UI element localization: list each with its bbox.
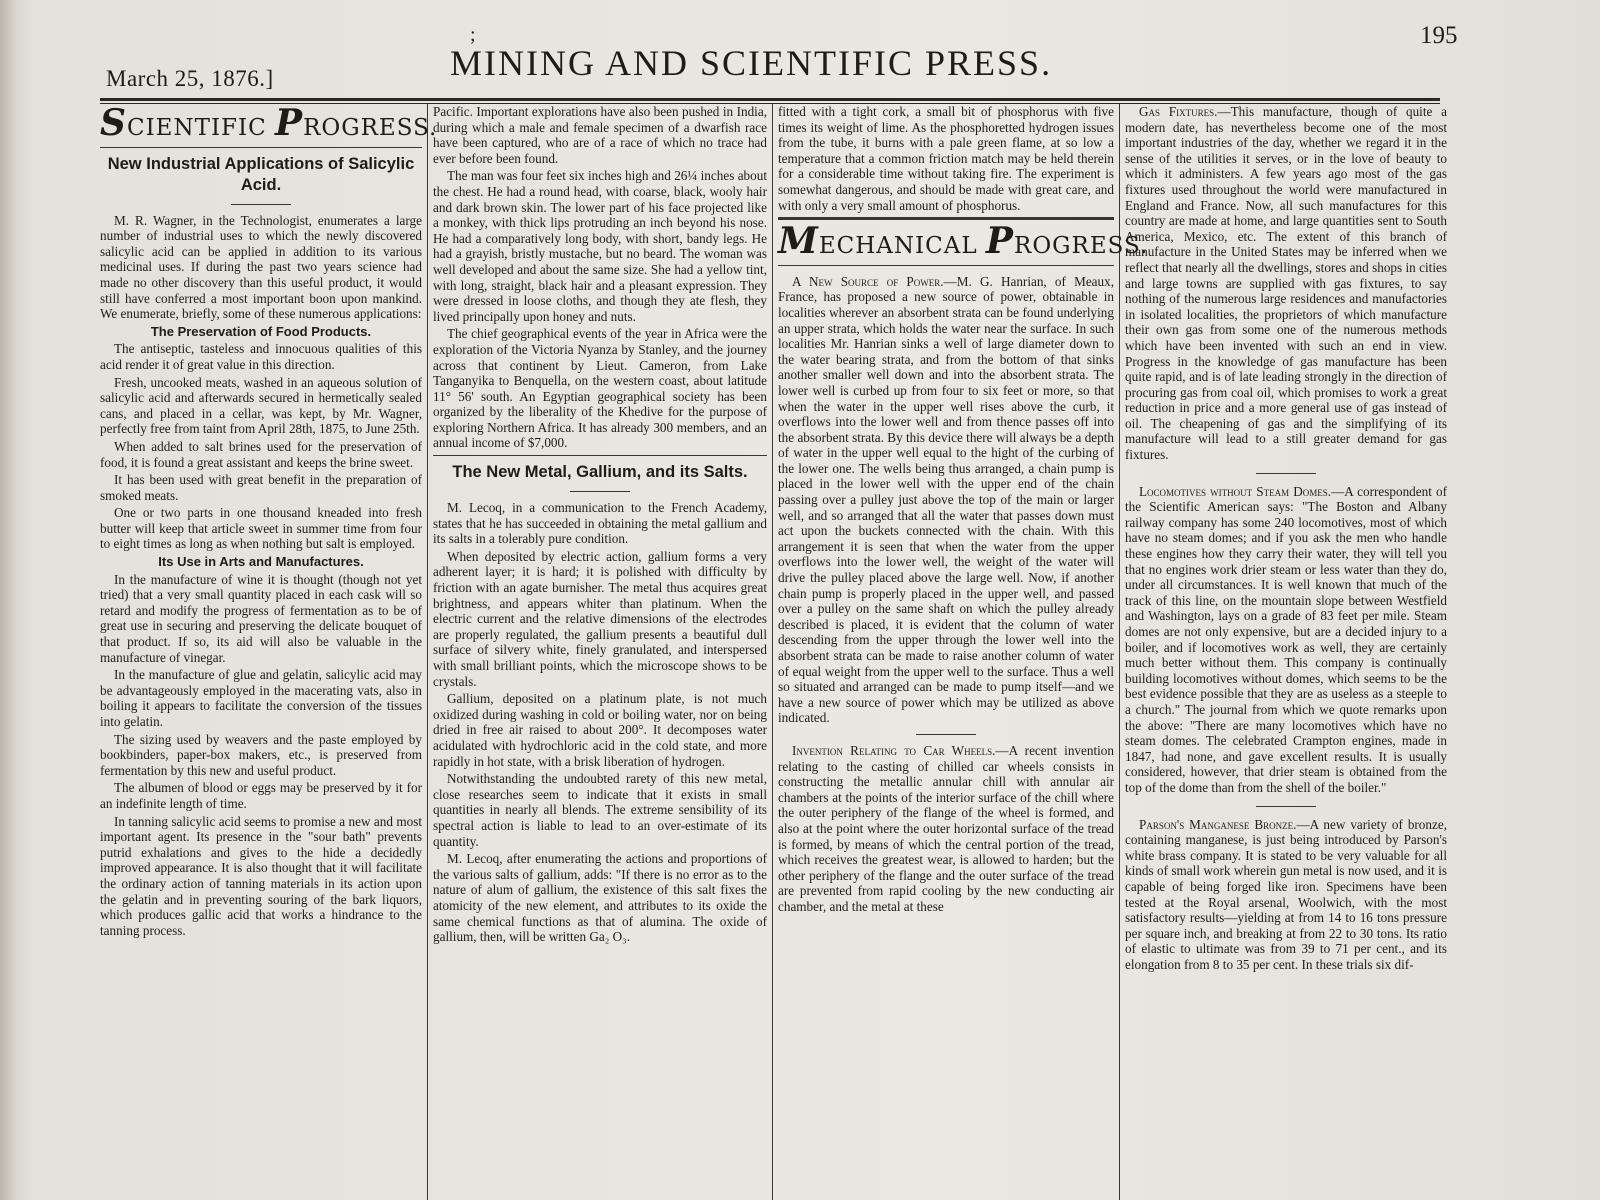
paragraph-body: —A correspondent of the Scientific American says: "The Boston and Albany railway company has some 240 locomotives, most of which have no steam domes; and if you ask the men who handle these engines how they carry their water, they will tell you that no engines work drier steam or less water than they do, under all circumstances. It is well known that much of the track of this line, on the mountain slope between Westfield and Washington, lays on a grade of 83 feet per mile. Steam domes are not only expensive, but are a decided injury to a boiler, and if locomotives work as well, they are certainly much better without them. This company is continually building locomotives without domes, which seems to be the best evidence possible that they are as useless as a steeple to a church." The journal from which we quote remarks upon the above: "There are many locomotives which have no steam domes. The celebrated Crampton engines, made in 1847, had none, and gave excellent results. It is usually considered, however, that drier steam is obtained from the top of the dome than from the shell of the boiler.": [1125, 483, 1447, 795]
paragraph: M. Lecoq, in a communication to the French Academy, states that he has succeeded in obtaining the metal gallium and its salts in a tolerably pure condition.: [433, 500, 767, 547]
paragraph: Pacific. Important explorations have also been pushed in India, during which a male and female specimen of a dwarfish race have been captured, who are of a race of which no trace had ever before been found.: [433, 104, 767, 166]
paragraph: M. R. Wagner, in the Technologist, enumerates a large number of industrial uses to which the newly discovered salicylic acid can be applied in addition to its various medicinal uses. If during the past two years science had made no other discovery than this useful product, it would still have conferred a most important boon upon mankind. We enumerate, briefly, some of these numerous applications:: [100, 212, 422, 322]
issue-date: March 25, 1876.]: [106, 66, 274, 91]
paragraph: The sizing used by weavers and the paste employed by bookbinders, paper-box makers, etc., is preserved from fermentation by this new and useful product.: [100, 731, 422, 778]
paragraph: One or two parts in one thousand kneaded into fresh butter will keep that article sweet in summer time from four to eight times as long as when nothing but salt is employed.: [100, 505, 422, 552]
paragraph: Notwithstanding the undoubted rarety of this new metal, close researches seem to indicate that it exists in small quantities in nearly all blends. The extreme sensibility of its spectral action is liable to lead to an over-estimate of its quantity.: [433, 771, 767, 849]
divider: [916, 734, 976, 735]
lead-in: A New Source of Power.: [792, 273, 944, 289]
section-title-scientific-progress: [100, 102, 438, 148]
section-initial: P: [274, 102, 304, 144]
paragraph: In the manufacture of glue and gelatin, salicylic acid may be advantageously employed in the macerating vats, also in boiling it appears to facilitate the conversion of the tissues into gelatin.: [100, 667, 422, 729]
stray-mark: ;: [470, 24, 476, 46]
lead-in: Locomotives without Steam Domes.: [1139, 483, 1332, 499]
lead-in: Parson's Manganese Bronze.: [1139, 816, 1297, 832]
paragraph-body: —This manufacture, though of quite a modern date, has nevertheless become one of the most important industries of the day, whether we regard it in the sense of the utilities it serves, or in the love of beauty to which it administers. A few years ago most of the gas fixtures used throughout the world were manufactured in England and France. Now, all such manufactures for this country are made at home, and large quantities sent to South America, Mexico, etc. The extent of this branch of manufacture in the United States may be inferred when we reflect that nearly all the dwellings, stores and shops in cities and large towns are supplied with gas fixtures, to say nothing of the numerous large residences and manufactories in isolated localities, the proprietors of which manufacture their own gas from some one of the numerous methods which have been invented with such an end in view. Progress in the knowledge of gas manufacture has been quite rapid, and is of late leading strongly in the direction of procuring gas from coal oil, which promises to work a great reduction in price and a more general use of gas instead of oil. The cheapening of gas and the simplifying of its manufacture will lead to a still greater demand for gas fixtures.: [1125, 104, 1447, 463]
paragraph: In tanning salicylic acid seems to promise a new and most important agent. Its presence in the "sour bath" prevents putrid exhalations and gives to the hide a decidedly improved appearance. It is also thought that it will facilitate the ordinary action of tanning materials in its action upon the gelatin and in preventing souring of the bark liquors, which produces gallic acid that works a hindrance to the tanning process.: [100, 813, 422, 938]
section-initial: M: [778, 220, 819, 263]
divider: [433, 455, 767, 456]
paragraph: It has been used with great benefit in the preparation of smoked meats.: [100, 472, 422, 503]
paragraph: [1125, 104, 1447, 463]
paragraph-body: —A recent invention relating to the casting of chilled car wheels consists in constructing the metallic annular chill with annular air chambers at the points of the interior surface of the chill where the outer periphery of the flange of the wheel is formed, and also at the point where the outer horizontal surface of the tread is formed, by means of which the central portion of the tread, which receives the greatest wear, is allowed to harden; but the other periphery of the flange and the outer surface of the tread are prevented from rapid cooling by the new conducting air chamber, and the metal at these: [778, 742, 1114, 914]
section-word: CIENTIFIC: [127, 115, 275, 141]
section-word: ROGRESS.: [303, 115, 438, 141]
paragraph: fitted with a tight cork, a small bit of phosphorus with five times its weight of lime. As the phosphoretted hydrogen issues from the tube, it burns with a pale green flame, at so low a temperature that a common friction match may be held therein for a considerable time without taking fire. The experiment is somewhat dangerous, and should be made with great care, and with only a very small amount of phosphorus.: [778, 104, 1114, 213]
section-initial: P: [985, 220, 1014, 263]
paragraph: [778, 274, 1114, 726]
paragraph: The man was four feet six inches high and 26¼ inches about the chest. He had a round head, with coarse, black, wooly hair and dark brown skin. The lower part of his face projected like a monkey, with thick lips protruding an inch beyond his nose. He had a comparatively long body, with short, bandy legs. He had a grayish, bristly mustache, but no beard. The woman was well developed and about the same size. She had a yellow tint, with long, straight, black hair and a pleasant expression. They were dressed in loose cloths, and though they ate flesh, they lived principally upon honey and nuts.: [433, 168, 767, 324]
column-4: [1125, 104, 1447, 1200]
paragraph-body: —A new variety of bronze, containing manganese, is just being introduced by Parson's white brass company. It is stated to be very valuable for all kinds of small work wherein gun metal is now used, and it is capable of being forged like iron. Specimens have been tested at the Royal arsenal, Woolwich, with the most satisfactory results—yielding at from 14 to 16 tons pressure per square inch, and breaking at from 22 to 30 tons. Its ratio of elastic to ultimate was from 39 to 71 per cent., and its elongation from 8 to 35 per cent. In these trials six dif-: [1125, 816, 1447, 972]
column-rule: [1119, 104, 1120, 1200]
lead-in: Gas Fixtures.: [1139, 104, 1218, 119]
divider: [231, 204, 291, 205]
divider: [1256, 806, 1316, 807]
section-word: ROGRESS.: [1014, 233, 1149, 260]
column-rule: [427, 104, 428, 1200]
paragraph: Fresh, uncooked meats, washed in an aqueous solution of salicylic acid and afterwards secured in hermetically sealed cans, and placed in a cellar, was kept, by Mr. Wagner, perfectly free from taint from April 28th, 1875, to June 25th.: [100, 374, 422, 437]
paragraph-body: —M. G. Hanrian, of Meaux, France, has proposed a new source of power, obtainable in localities wherever an absorbent strata can be found underlying an upper strata, which holds the water near the surface. In such localities Mr. Hanrian sinks a well of large diameter down to the water bearing strata, and from the bottom of that sinks another smaller well down and into the absorbent strata. The lower well is curbed up from four to six feet or more, so that when the water in the upper well rises above the curb, it overflows into the lower well and from thence passes off into the absorbent strata. By this device there will always be a depth of water in the upper well equal to the hight of the curbing of the lower one. The wells being thus arranged, a chain pump is placed in the lower well with the upper end of the chain passing over a pulley just above the top of the main or larger well, and so arranged that all the water that passes down must act upon the buckets connected with the chain. With this arrangement it is seen that when the water from the upper overflows into the lower well, the weight of the water will drive the pulley placed above the large well. Now, if another chain pump is properly placed in the upper well, and passed over a pulley on the same shaft on which the pulley already described is placed, it is evident that the column of water descending from the upper through the lower well into the absorbent strata can be made to raise another column of water of equal weight from the upper well to the surface. Thus a well so situated and arranged can be made to pump itself—and we have a new source of power which may be utilized as above indicated.: [778, 273, 1115, 726]
divider: [1256, 473, 1316, 474]
headline-salicylic-acid: New Industrial Applications of Salicylic Acid.: [107, 154, 415, 194]
divider: [570, 491, 630, 492]
paragraph: [778, 743, 1114, 915]
paragraph: [1125, 817, 1447, 973]
paragraph: The antiseptic, tasteless and innocuous qualities of this acid render it of great value in this direction.: [100, 341, 422, 372]
headline-gallium: The New Metal, Gallium, and its Salts.: [452, 463, 748, 482]
paragraph: The albumen of blood or eggs may be preserved by it for an indefinite length of time.: [100, 780, 422, 811]
lead-in: Invention Relating to Car Wheels.: [792, 742, 996, 758]
column-rule: [772, 104, 773, 1200]
page-gutter: [0, 0, 14, 1200]
section-word: ECHANICAL: [818, 233, 986, 260]
paragraph: Gallium, deposited on a platinum plate, is not much oxidized during washing in cold or boiling water, nor on being dried in free air raised to about 200°. It decomposes water acidulated with hydrochloric acid in the cold state, and more rapidly in hot state, with a brisk liberation of hydrogen.: [433, 691, 767, 769]
section-initial: S: [100, 102, 127, 144]
paragraph: [1125, 484, 1447, 796]
paragraph: The chief geographical events of the year in Africa were the exploration of the Victoria Nyanza by Stanley, and the journey across that continent by Lieut. Cameron, from Lake Tanganyika to Benquella, on the western coast, about latitude 11° 56' south. An Egyptian geographical society has been organized by the liberality of the Khedive for the purpose of exploring Northern Africa. It has already 300 members, and an annual income of $7,000.: [433, 326, 767, 451]
paragraph: When deposited by electric action, gallium forms a very adherent layer; it is hard; it is polished with difficulty by friction with an agate burnisher. The metal thus acquires great brightness, and appears whiter than platinum. When the electric current and the relative dimensions of the electrodes are properly regulated, the gallium presents a beautiful dull surface of silvery white, finely granulated, and interspersed with small brilliant points, which the microscope shows to be crystals.: [433, 548, 767, 689]
column-3: [778, 104, 1149, 1200]
subhead-arts-manufactures: Its Use in Arts and Manufactures.: [158, 554, 364, 570]
section-title-mechanical-progress: [778, 220, 1149, 266]
masthead: MINING AND SCIENTIFIC PRESS.: [450, 43, 1053, 83]
subhead-food-products: The Preservation of Food Products.: [150, 323, 372, 339]
column-1: [100, 102, 438, 1200]
page-number: 195: [1420, 22, 1458, 49]
paragraph: M. Lecoq, after enumerating the actions and proportions of the various salts of gallium, adds: "If there is no error as to the nature of alum of gallium, the existence of this salt fixes the atomicity of the new element, and attributes to its oxide the same chemical functions as that of alumina. The oxide of gallium, then, will be written Ga₂ O₃.: [433, 851, 767, 945]
column-2: [433, 104, 767, 1200]
divider: [778, 217, 1114, 220]
paragraph: In the manufacture of wine it is thought (though not yet tried) that a very small quantity placed in each cask will so retard and modify the progress of fermentation as to be of great use in securing and preserving the delicate bouquet of that product. If so, its aid will also be valuable in the manufacture of vinegar.: [100, 571, 422, 665]
paragraph: When added to salt brines used for the preservation of food, it is found a great assistant and keeps the brine sweet.: [100, 438, 422, 470]
